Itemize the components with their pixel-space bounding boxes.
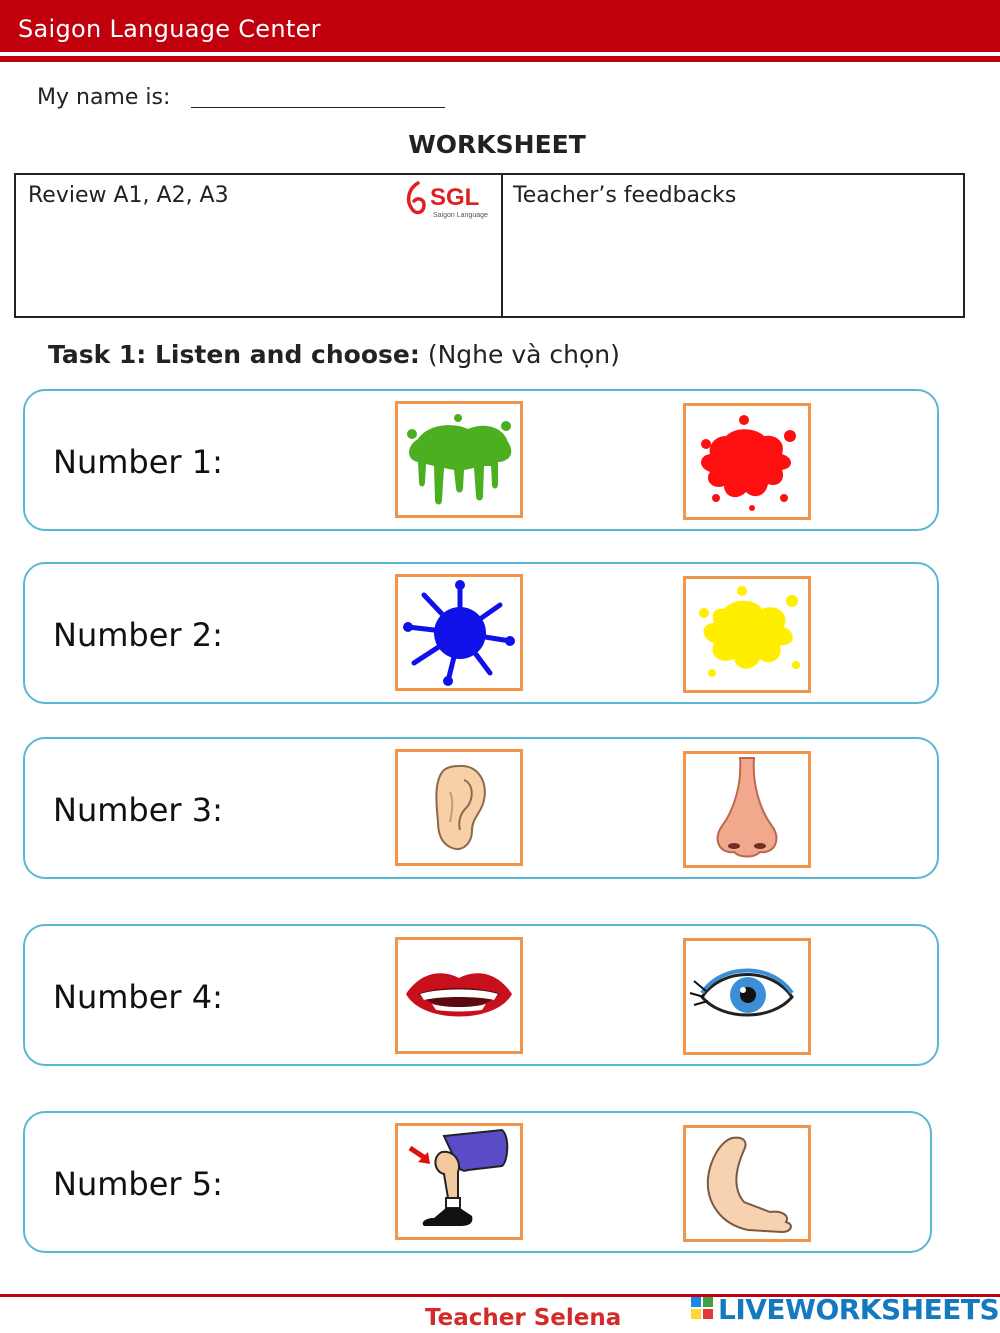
ear-icon xyxy=(398,752,520,863)
liveworksheets-logo xyxy=(691,1293,1000,1326)
task-title-translation: (Nghe và chọn) xyxy=(427,340,620,369)
sgl-logo-text: SGL xyxy=(430,184,480,211)
header-bar xyxy=(0,0,1000,52)
name-input-line[interactable] xyxy=(191,107,445,108)
worksheet-title: WORKSHEET xyxy=(408,130,586,159)
choice-mouth[interactable] xyxy=(395,937,523,1054)
row-label: Number 3: xyxy=(53,791,223,829)
choice-ear[interactable] xyxy=(395,749,523,866)
liveworksheets-logo-icon xyxy=(691,1295,715,1321)
choice-blue-splat[interactable] xyxy=(395,574,523,691)
task-title-bold: Task 1: Listen and choose: xyxy=(48,340,420,369)
header-title: Saigon Language Center xyxy=(18,15,321,43)
yellow-splat-icon xyxy=(686,579,808,690)
sgl-logo xyxy=(404,179,502,221)
row-label: Number 5: xyxy=(53,1165,223,1203)
green-splat-icon xyxy=(398,404,520,515)
choice-yellow-splat[interactable] xyxy=(683,576,811,693)
mouth-icon xyxy=(398,940,520,1051)
teacher-name: Teacher Selena xyxy=(425,1305,622,1331)
row-label: Number 1: xyxy=(53,443,223,481)
info-table xyxy=(14,173,965,318)
choice-green-splat[interactable] xyxy=(395,401,523,518)
arm-icon xyxy=(686,1128,808,1239)
red-splat-icon xyxy=(686,406,808,517)
choice-red-splat[interactable] xyxy=(683,403,811,520)
choice-nose[interactable] xyxy=(683,751,811,868)
choice-arm[interactable] xyxy=(683,1125,811,1242)
choice-knee[interactable] xyxy=(395,1123,523,1240)
row-label: Number 2: xyxy=(53,616,223,654)
liveworksheets-text: LIVEWORKSHEETS xyxy=(718,1293,1000,1326)
blue-splat-icon xyxy=(398,577,520,688)
feedback-text: Teacher’s feedbacks xyxy=(513,183,737,208)
review-text: Review A1, A2, A3 xyxy=(28,183,229,208)
row-label: Number 4: xyxy=(53,978,223,1016)
choice-eye[interactable] xyxy=(683,938,811,1055)
knee-icon xyxy=(398,1126,520,1237)
task-title xyxy=(48,340,620,369)
nose-icon xyxy=(686,754,808,865)
info-divider xyxy=(501,175,503,316)
sgl-logo-sub: Saigon Language xyxy=(433,212,488,219)
eye-icon xyxy=(686,941,808,1052)
header-divider xyxy=(0,56,1000,62)
name-prompt: My name is: xyxy=(37,85,171,110)
